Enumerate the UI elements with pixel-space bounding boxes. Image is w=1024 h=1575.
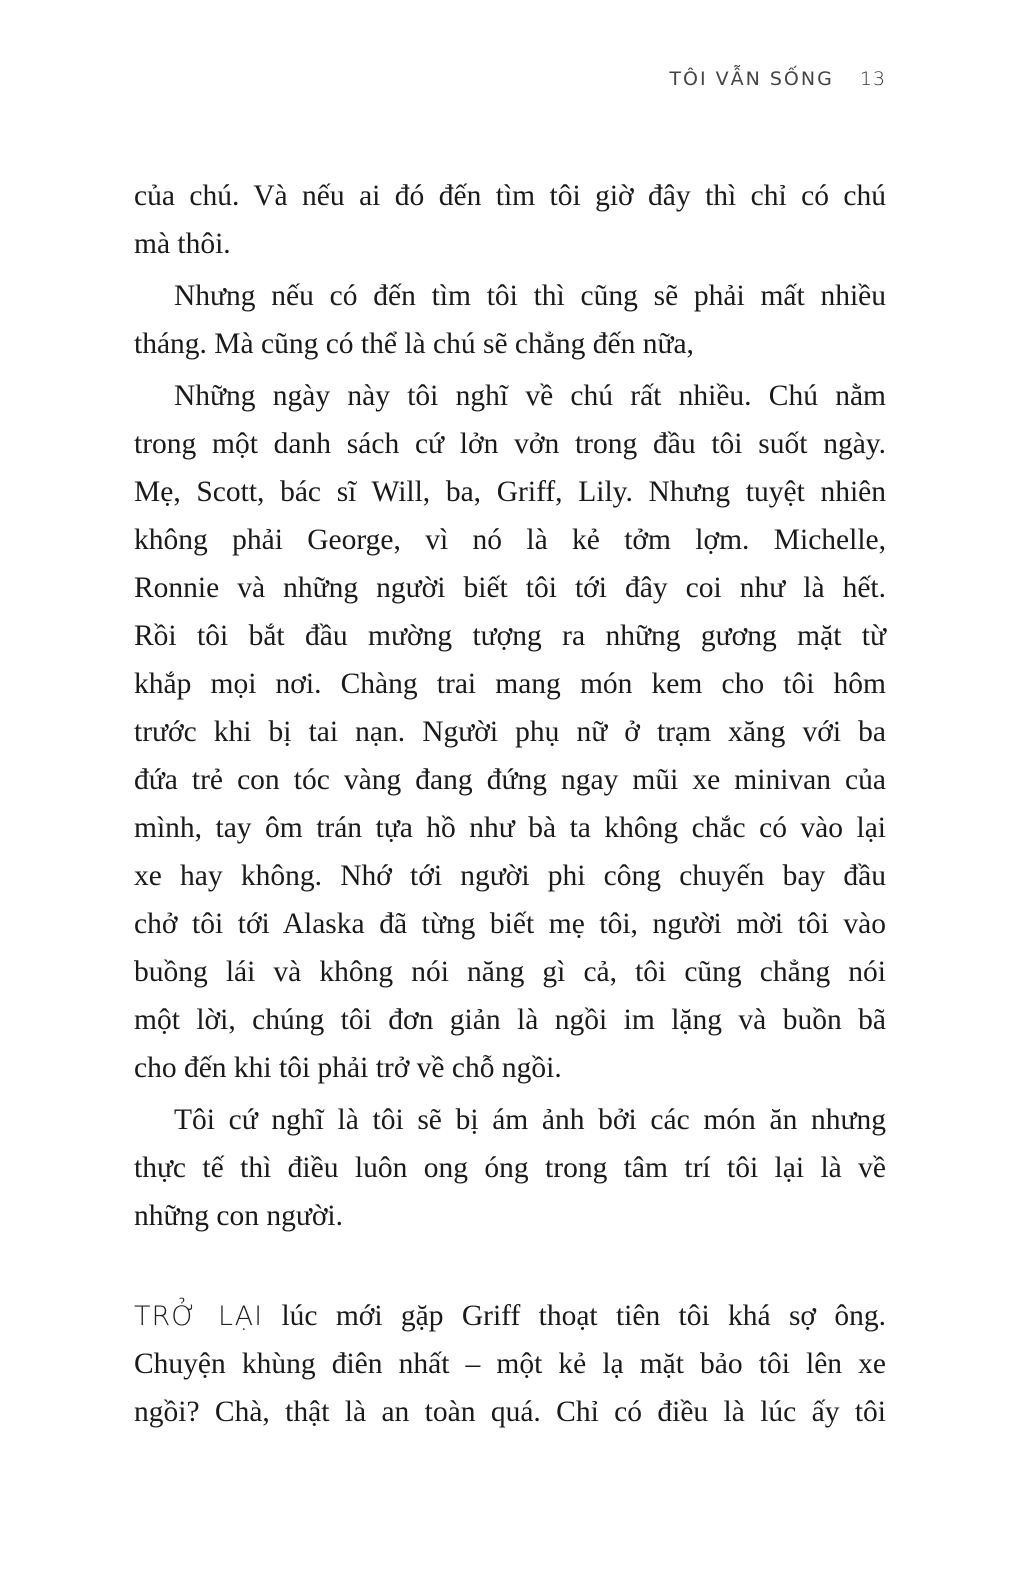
text-line: không phải George, vì nó là kẻ tởm lợm. Michelle, bbox=[134, 524, 886, 556]
paragraph bbox=[134, 1096, 886, 1240]
text-line: xe hay không. Nhớ tới người phi công chuyến bay đầu bbox=[134, 860, 886, 892]
text-line: Ronnie và những người biết tôi tới đây coi như là hết. bbox=[134, 572, 886, 604]
text-line: TRỞ LẠI lúc mới gặp Griff thoạt tiên tôi khá sợ ông. bbox=[134, 1300, 886, 1332]
running-header bbox=[669, 68, 886, 90]
body-text bbox=[134, 172, 886, 1436]
text-line: chở tôi tới Alaska đã từng biết mẹ tôi, người mời tôi vào bbox=[134, 908, 886, 940]
text-line: Tôi cứ nghĩ là tôi sẽ bị ám ảnh bởi các món ăn nhưng bbox=[174, 1104, 886, 1136]
text-line: trước khi bị tai nạn. Người phụ nữ ở trạm xăng với ba bbox=[134, 716, 886, 748]
text-line: Nhưng nếu có đến tìm tôi thì cũng sẽ phải mất nhiều bbox=[174, 280, 886, 312]
paragraph bbox=[134, 172, 886, 268]
text-line: mình, tay ôm trán tựa hồ như bà ta không chắc có vào lại bbox=[134, 812, 886, 844]
running-title: TÔI VẪN SỐNG bbox=[669, 68, 834, 90]
text-line: đứa trẻ con tóc vàng đang đứng ngay mũi xe minivan của bbox=[134, 764, 886, 796]
section-lead-in: TRỞ LẠI bbox=[134, 1301, 264, 1332]
text-line: Rồi tôi bắt đầu mường tượng ra những gương mặt từ bbox=[134, 620, 886, 652]
text-line: trong một danh sách cứ lởn vởn trong đầu tôi suốt ngày. bbox=[134, 428, 886, 460]
page-number: 13 bbox=[859, 68, 886, 90]
text-line: Những ngày này tôi nghĩ về chú rất nhiều. Chú nằm bbox=[174, 380, 886, 412]
paragraph bbox=[134, 1292, 886, 1436]
text-line: một lời, chúng tôi đơn giản là ngồi im lặng và buồn bã bbox=[134, 1004, 886, 1036]
text-line: thực tế thì điều luôn ong óng trong tâm trí tôi lại là về bbox=[134, 1152, 886, 1184]
text-line: những con người. bbox=[134, 1200, 343, 1232]
text-line: Mẹ, Scott, bác sĩ Will, ba, Griff, Lily. Nhưng tuyệt nhiên bbox=[134, 476, 886, 508]
text-line: cho đến khi tôi phải trở về chỗ ngồi. bbox=[134, 1052, 562, 1084]
text-line: buồng lái và không nói năng gì cả, tôi cũng chẳng nói bbox=[134, 956, 886, 988]
text-line: mà thôi. bbox=[134, 228, 231, 260]
paragraph bbox=[134, 372, 886, 1092]
text-line: ngồi? Chà, thật là an toàn quá. Chỉ có điều là lúc ấy tôi bbox=[134, 1396, 886, 1428]
text-line: Chuyện khùng điên nhất – một kẻ lạ mặt bảo tôi lên xe bbox=[134, 1348, 886, 1380]
paragraph bbox=[134, 272, 886, 368]
text-line: tháng. Mà cũng có thể là chú sẽ chẳng đến nữa, bbox=[134, 328, 694, 360]
text-line: của chú. Và nếu ai đó đến tìm tôi giờ đây thì chỉ có chú bbox=[134, 180, 886, 212]
text-line: khắp mọi nơi. Chàng trai mang món kem cho tôi hôm bbox=[134, 668, 886, 700]
